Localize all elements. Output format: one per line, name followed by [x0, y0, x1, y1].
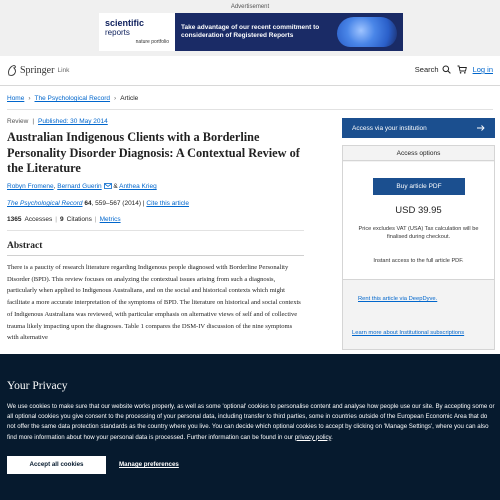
chevron-right-icon: ›	[28, 95, 31, 102]
ad-label: Advertisement	[230, 4, 270, 10]
author-list: Robyn Fromene, Bernard Guerin & Anthea Krieg	[7, 183, 157, 190]
buy-article-button[interactable]: Buy article PDF	[373, 178, 465, 195]
volume: 64	[84, 200, 92, 207]
manage-preferences-button[interactable]: Manage preferences	[119, 461, 179, 468]
article-type: Review	[7, 118, 29, 125]
author-and: &	[113, 183, 118, 190]
instant-access-note: Instant access to the full article PDF.	[373, 258, 464, 264]
article-title: Australian Indigenous Clients with a Borderline Personality Disorder Diagnosis: A Contextual Review of the Literature	[7, 130, 300, 175]
pages-year: , 559–567 (2014)	[91, 200, 142, 207]
author-link[interactable]: Anthea Krieg	[119, 183, 157, 190]
privacy-body: We use cookies to make sure that our website works properly, as well as some 'optional' cookies to personalise content and analyse how people use our site. By accepting some or all optional cookies you give consent to the processing of your personal data, including transfer to third parties, some in countries outside of the European Economic Area that do not offer the same data protection standards as the country where you live. You can decide which optional cookies to accept by clicking on 'Manage Settings', where you can also find more information about how your personal data is processed. Further information can be found in our	[7, 403, 495, 441]
privacy-text	[7, 402, 495, 443]
price: USD 39.95	[395, 205, 442, 216]
search-button[interactable]	[415, 65, 451, 74]
ad-logo-line2: reports	[105, 28, 130, 37]
ad-logo-line3: nature portfolio	[135, 39, 169, 45]
published-date[interactable]: Published: 30 May 2014	[38, 118, 108, 125]
email-icon[interactable]	[104, 183, 112, 189]
search-icon	[442, 65, 451, 74]
access-options-panel	[342, 145, 495, 350]
ad-text: Take advantage of our recent commitment to consideration of Registered Reports	[181, 24, 320, 39]
cite-link[interactable]: Cite this article	[146, 200, 190, 207]
institution-access-button[interactable]	[342, 118, 495, 138]
abstract-text: There is a paucity of research literature regarding Indigenous people diagnosed with Borderline Personality Disorder (BPD). This review focuses on analyzing the contextual issues arising from such a diagnosis, particularly when applied to Indigenous Australians, and on the social and historical contexts which might facilitate a more accurate interpretation of the symptoms of BPD. The literature on historical and social contexts of Indigenous Australians was reviewed, with particular emphasis on alternative views of self and of collective trauma likely impacting upon the diagnoses. Table 1 compares the DSM-IV discussion of the nine symptoms with alternative	[7, 264, 301, 342]
ad-banner[interactable]	[99, 13, 403, 51]
purchase-box	[343, 162, 494, 280]
citation-line	[7, 200, 189, 207]
header-actions	[415, 65, 493, 74]
journal-link[interactable]: The Psychological Record	[7, 200, 83, 207]
breadcrumb-journal[interactable]: The Psychological Record	[34, 95, 111, 102]
abstract-heading: Abstract	[7, 241, 43, 251]
ad-logo	[99, 13, 175, 51]
privacy-policy-link[interactable]: privacy policy	[294, 433, 332, 441]
citations-label: Citations	[66, 216, 92, 223]
ad-logo-line1: scientific	[105, 18, 145, 28]
brand-name: Springer	[20, 65, 55, 76]
breadcrumb-current: Article	[120, 95, 139, 102]
breadcrumb-home[interactable]: Home	[7, 95, 25, 102]
author-link[interactable]: Robyn Fromene	[7, 183, 54, 190]
meta-separator: |	[32, 118, 35, 125]
meta-separator: |	[55, 216, 57, 223]
meta-separator: |	[142, 200, 145, 207]
divider	[7, 109, 493, 110]
cart-icon[interactable]	[457, 65, 467, 74]
article-meta	[7, 118, 108, 125]
search-label: Search	[414, 65, 439, 74]
metrics-link[interactable]: Metrics	[99, 216, 121, 223]
accesses-count: 1365	[7, 216, 22, 223]
access-options-title: Access options	[343, 146, 494, 161]
advertisement-area	[0, 0, 500, 56]
cookie-consent-banner	[0, 354, 500, 500]
breadcrumb	[7, 95, 138, 102]
springer-horse-icon	[7, 64, 18, 77]
divider	[7, 255, 304, 256]
accesses-label: Accesses	[24, 216, 53, 223]
arrow-right-icon	[477, 125, 485, 131]
chevron-right-icon: ›	[114, 95, 117, 102]
article-metrics	[7, 216, 121, 223]
brand-suffix: Link	[57, 67, 70, 74]
price-note: Price excludes VAT (USA) Tax calculation will be finalised during checkout.	[358, 226, 479, 240]
privacy-body-end: .	[331, 433, 333, 441]
deepdyve-link[interactable]: Rent this article via DeepDyve.	[358, 296, 438, 302]
citations-count: 9	[60, 216, 64, 223]
accept-cookies-button[interactable]: Accept all cookies	[7, 456, 106, 474]
divider	[7, 230, 304, 231]
institutional-subscriptions-link[interactable]: Learn more about Institutional subscriptions	[352, 330, 465, 336]
login-link[interactable]: Log in	[472, 65, 493, 74]
author-link[interactable]: Bernard Guerin	[57, 183, 102, 190]
institution-access-label: Access via your institution	[352, 124, 427, 132]
brain-image	[327, 13, 403, 51]
springer-logo[interactable]	[7, 64, 69, 77]
site-header	[0, 56, 500, 86]
privacy-title: Your Privacy	[7, 380, 68, 392]
meta-separator: |	[94, 216, 97, 223]
